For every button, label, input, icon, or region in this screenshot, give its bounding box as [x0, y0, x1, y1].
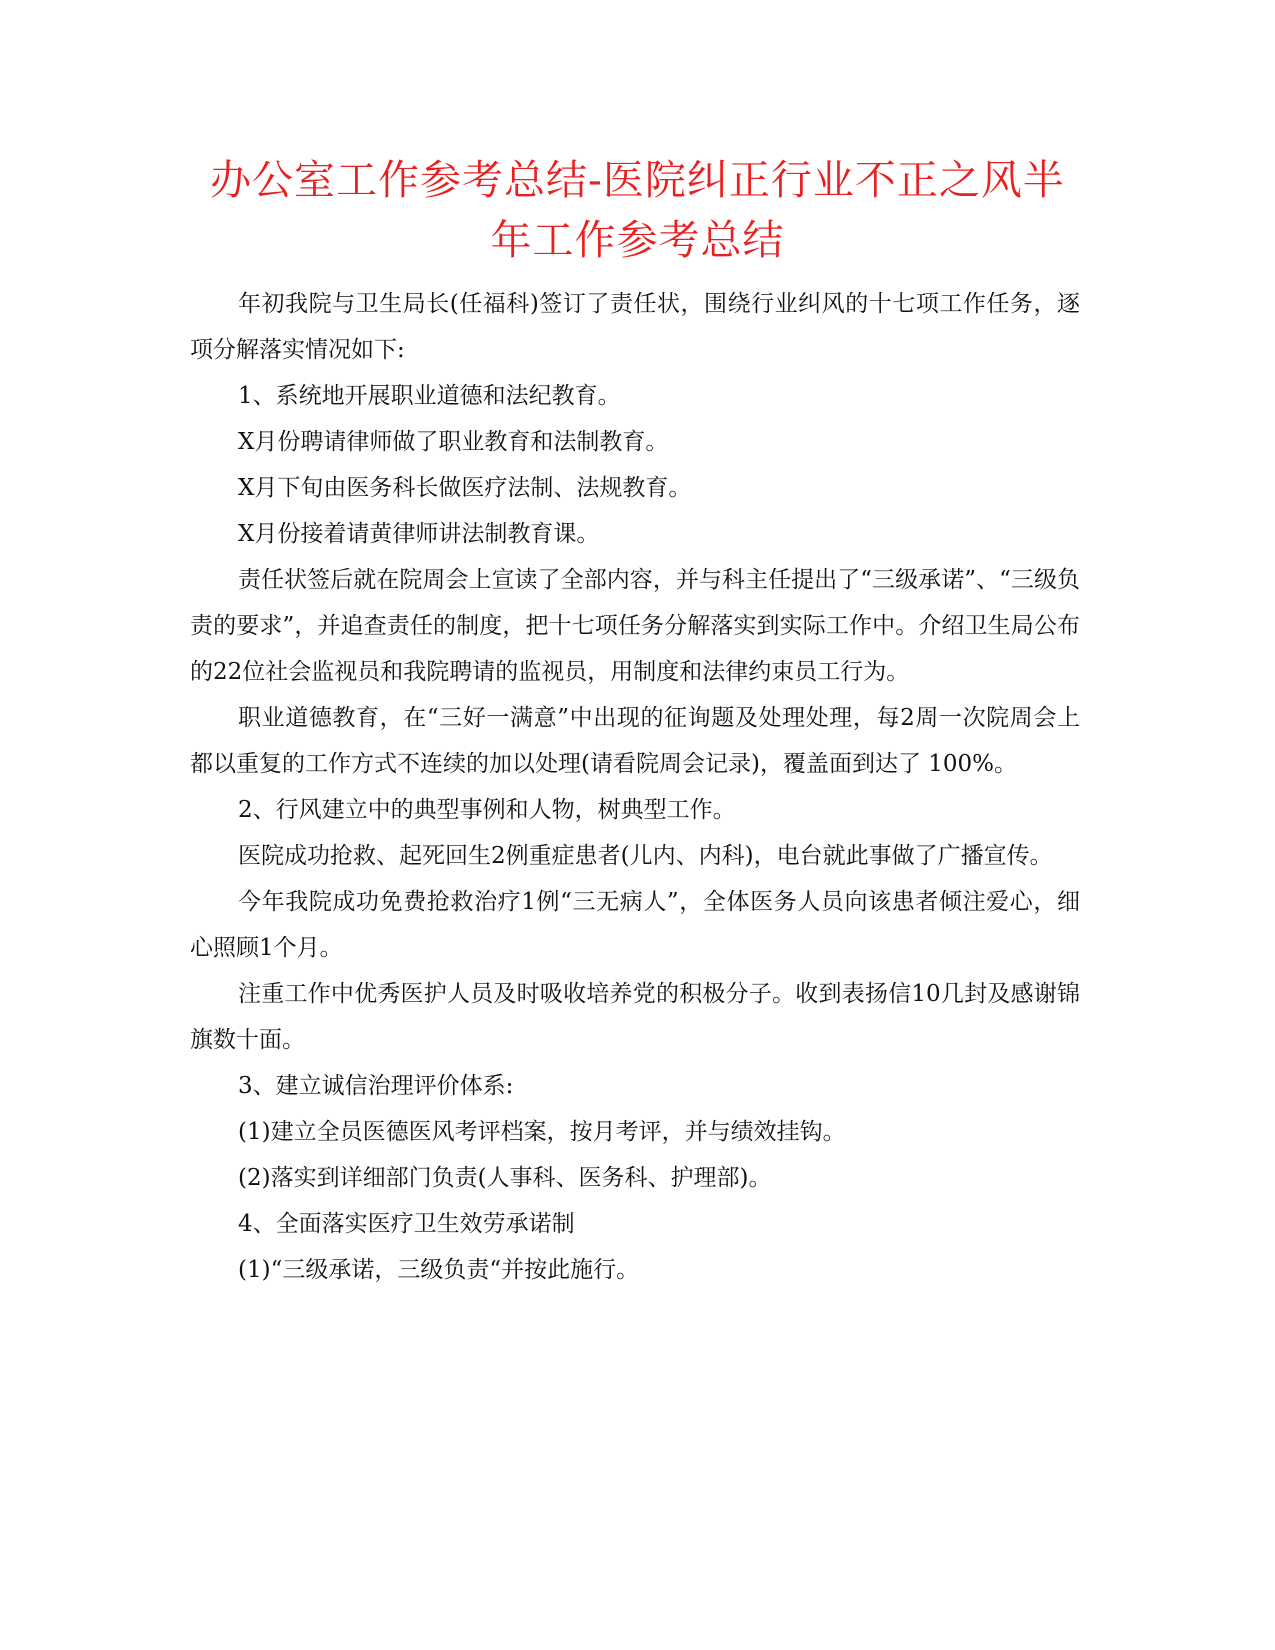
- paragraph: (1)“三级承诺，三级负责“并按此施行。: [238, 1257, 640, 1283]
- paragraph-section-2-heading: 2、行风建立中的典型事例和人物，树典型工作。: [238, 797, 736, 823]
- paragraph-section-1-heading: 1、系统地开展职业道德和法纪教育。: [238, 383, 621, 409]
- document-title: [150, 150, 1125, 270]
- paragraph: 医院成功抢救、起死回生2例重症患者(儿内、内科)，电台就此事做了广播宣传。: [238, 843, 1053, 869]
- paragraph-intro: 年初我院与卫生局长(任福科)签订了责任状，围绕行业纠风的十七项工作任务，逐项分解落实情况如下:: [190, 291, 1080, 363]
- paragraph-section-4-heading: 4、全面落实医疗卫生效劳承诺制: [238, 1211, 575, 1237]
- title-line-1: 办公室工作参考总结-医院纠正行业不正之风半: [210, 156, 1065, 204]
- paragraph: 职业道德教育，在“三好一满意”中出现的征询题及处理处理，每2周一次院周会上都以重复的工作方式不连续的加以处理(请看院周会记录)，覆盖面到达了 100%。: [190, 705, 1080, 777]
- paragraph: X月份聘请律师做了职业教育和法制教育。: [238, 429, 669, 455]
- paragraph: 责任状签后就在院周会上宣读了全部内容，并与科主任提出了“三级承诺”、“三级负责的要求”，并追查责任的制度，把十七项任务分解落实到实际工作中。介绍卫生局公布的22位社会监视员和我院聘请的监视员，用制度和法律约束员工行为。: [190, 567, 1080, 685]
- document-body: [190, 281, 1080, 1293]
- paragraph: 今年我院成功免费抢救治疗1例“三无病人”，全体医务人员向该患者倾注爱心，细心照顾1个月。: [190, 889, 1080, 961]
- paragraph: X月份接着请黄律师讲法制教育课。: [238, 521, 600, 547]
- paragraph: (2)落实到详细部门负责(人事科、医务科、护理部)。: [238, 1165, 772, 1191]
- paragraph-section-3-heading: 3、建立诚信治理评价体系:: [238, 1073, 514, 1099]
- paragraph: 注重工作中优秀医护人员及时吸收培养党的积极分子。收到表扬信10几封及感谢锦旗数十面。: [190, 981, 1080, 1053]
- paragraph: X月下旬由医务科长做医疗法制、法规教育。: [238, 475, 692, 501]
- title-line-2: 年工作参考总结: [490, 216, 785, 264]
- paragraph: (1)建立全员医德医风考评档案，按月考评，并与绩效挂钩。: [238, 1119, 846, 1145]
